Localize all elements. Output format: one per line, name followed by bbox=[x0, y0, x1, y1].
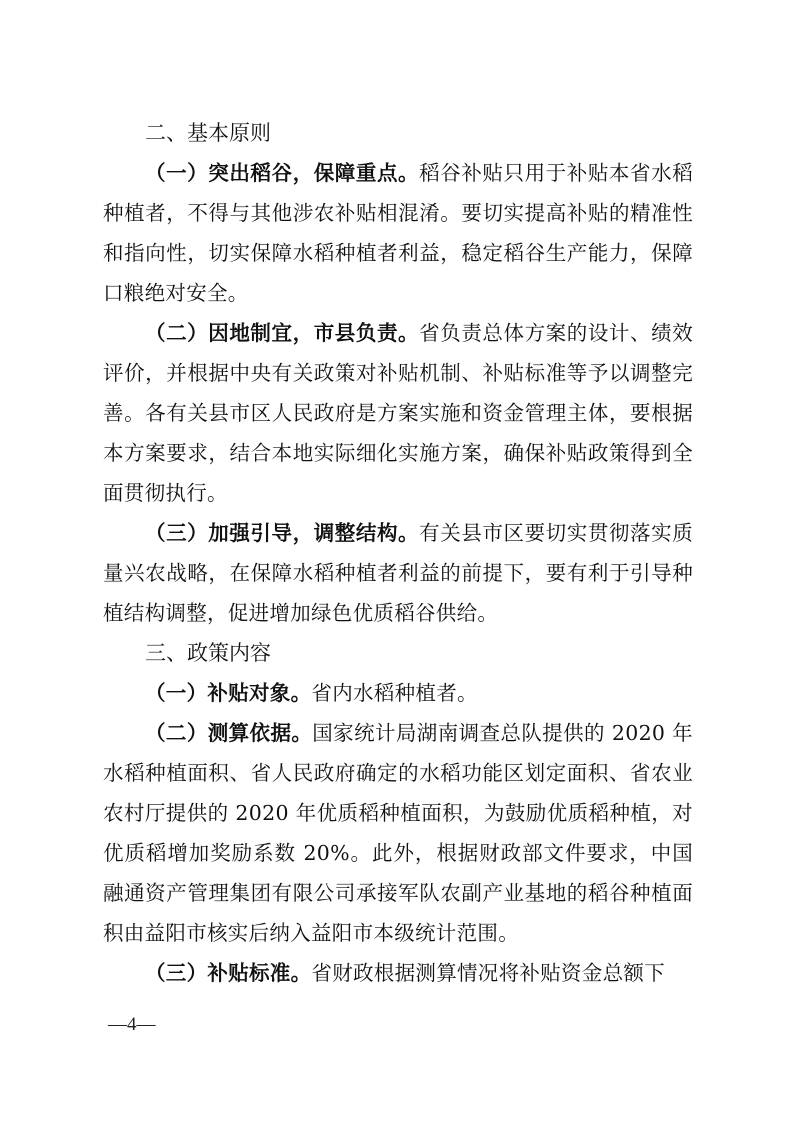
paragraph-text: 国家统计局湖南调查总队提供的 2020 年水稻种植面积、省人民政府确定的水稻功能区划定面积、省农业农村厅提供的 2020 年优质稻种植面积，为鼓励优质稻种植，对优质稻增加奖励系数 20%。此外，根据财政部文件要求，中国融通资产管理集团有限公司承接军队农副产业基地的稻谷种植面积由益阳市核实后纳入益阳市本级统计范围。 bbox=[103, 721, 693, 945]
paragraph-lead: （一）补贴对象。 bbox=[145, 681, 312, 705]
paragraph-principle-3 bbox=[103, 513, 693, 633]
paragraph-policy-1 bbox=[103, 673, 693, 713]
paragraph-text: 省内水稻种植者。 bbox=[311, 681, 478, 705]
paragraph-lead: （一）突出稻谷，保障重点。 bbox=[145, 161, 420, 185]
paragraph-lead: （三）补贴标准。 bbox=[145, 961, 312, 985]
page-number: —4— bbox=[108, 1014, 156, 1035]
paragraph-text: 省负责总体方案的设计、绩效评价，并根据中央有关政策对补贴机制、补贴标准等予以调整完善。各有关县市区人民政府是方案实施和资金管理主体，要根据本方案要求，结合本地实际细化实施方案，确保补贴政策得到全面贯彻执行。 bbox=[103, 321, 693, 505]
paragraph-principle-1 bbox=[103, 153, 693, 313]
paragraph-principle-2 bbox=[103, 313, 693, 513]
document-body bbox=[103, 113, 693, 993]
paragraph-lead: （二）因地制宜，市县负责。 bbox=[145, 321, 420, 345]
section-heading-basic-principles: 二、基本原则 bbox=[145, 121, 271, 145]
section-heading-policy-content: 三、政策内容 bbox=[145, 641, 271, 665]
paragraph-policy-3 bbox=[103, 953, 693, 993]
paragraph-lead: （二）测算依据。 bbox=[145, 721, 313, 745]
paragraph-policy-2 bbox=[103, 713, 693, 953]
paragraph-text: 省财政根据测算情况将补贴资金总额下 bbox=[311, 961, 666, 985]
paragraph-lead: （三）加强引导，调整结构。 bbox=[145, 521, 420, 545]
paragraph-text: 有关县市区要切实贯彻落实质量兴农战略，在保障水稻种植者利益的前提下，要有利于引导种植结构调整，促进增加绿色优质稻谷供给。 bbox=[103, 521, 693, 625]
paragraph-text: 稻谷补贴只用于补贴本省水稻种植者，不得与其他涉农补贴相混淆。要切实提高补贴的精准性和指向性，切实保障水稻种植者利益，稳定稻谷生产能力，保障口粮绝对安全。 bbox=[103, 161, 693, 305]
